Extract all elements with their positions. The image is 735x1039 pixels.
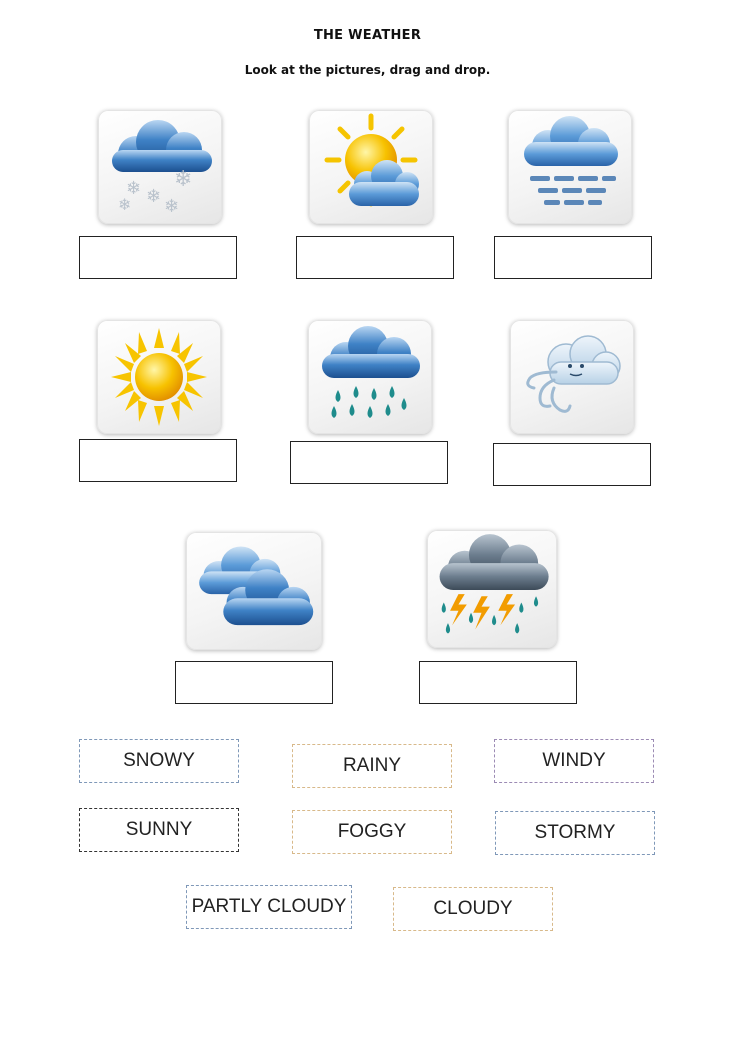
cloudy-weather-icon: [186, 532, 322, 650]
word-card[interactable]: SUNNY: [79, 808, 239, 852]
svg-text:❄: ❄: [174, 167, 193, 192]
word-card[interactable]: PARTLY CLOUDY: [186, 885, 352, 929]
word-card[interactable]: WINDY: [494, 739, 654, 783]
word-card[interactable]: CLOUDY: [393, 887, 553, 931]
windy-picture: [510, 320, 634, 434]
drop-box-sunny[interactable]: [79, 439, 237, 482]
page-title: THE WEATHER: [313, 28, 422, 43]
stormy-picture: [427, 530, 557, 648]
word-card[interactable]: FOGGY: [292, 810, 452, 854]
rainy-weather-icon: [308, 320, 432, 434]
drop-box-windy[interactable]: [493, 443, 651, 486]
drop-box-snowy[interactable]: [79, 236, 237, 279]
word-card[interactable]: SNOWY: [79, 739, 239, 783]
partly-cloudy-weather-icon: [309, 110, 433, 224]
word-card[interactable]: STORMY: [495, 811, 655, 855]
sunny-picture: [97, 320, 221, 434]
cloudy-picture: [186, 532, 322, 650]
stormy-weather-icon: [427, 530, 557, 648]
snowy-weather-icon: [98, 110, 222, 224]
drop-box-rainy[interactable]: [290, 441, 448, 484]
svg-text:❄: ❄: [126, 178, 142, 199]
word-card[interactable]: RAINY: [292, 744, 452, 788]
drop-box-cloudy[interactable]: [175, 661, 333, 704]
sunny-weather-icon: [97, 320, 221, 434]
foggy-picture: [508, 110, 632, 224]
drop-box-stormy[interactable]: [419, 661, 577, 704]
rainy-picture: [308, 320, 432, 434]
instruction-text: Look at the pictures, drag and drop.: [244, 63, 491, 77]
drop-box-partly-cloudy[interactable]: [296, 236, 454, 279]
svg-text:❄: ❄: [146, 186, 162, 207]
foggy-weather-icon: [508, 110, 632, 224]
svg-text:❄: ❄: [118, 195, 132, 214]
windy-weather-icon: [510, 320, 634, 434]
snowy-picture: [98, 110, 222, 224]
svg-text:❄: ❄: [164, 196, 180, 217]
partly-cloudy-picture: [309, 110, 433, 224]
drop-box-foggy[interactable]: [494, 236, 652, 279]
